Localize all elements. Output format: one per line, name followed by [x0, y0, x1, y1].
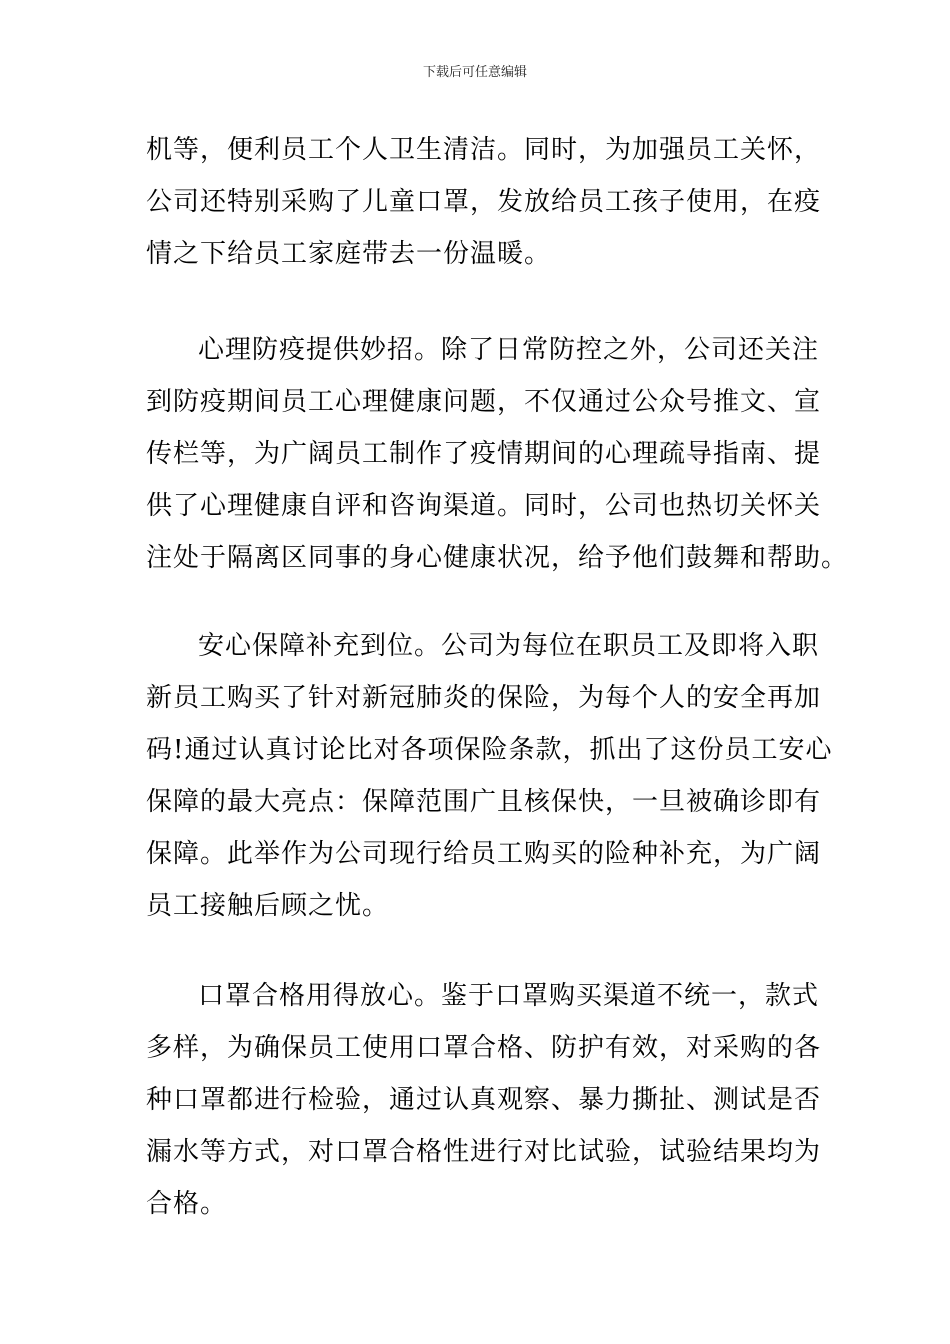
paragraph-insurance	[146, 620, 833, 932]
text-line: 情之下给员工家庭带去一份温暖。	[146, 239, 552, 269]
page-header: 下载后可任意编辑	[422, 65, 527, 80]
text-line: 到防疫期间员工心理健康问题，不仅通过公众号推文、宣	[146, 387, 822, 417]
text-line: 安心保障补充到位。公司为每位在职员工及即将入职	[198, 631, 820, 661]
text-line: 口罩合格用得放心。鉴于口罩购买渠道不统一，款式	[198, 981, 820, 1011]
text-line: 合格。	[146, 1189, 228, 1219]
text-line: 公司还特别采购了儿童口罩，发放给员工孩子使用，在疫	[146, 187, 822, 217]
paragraph-mental-health	[146, 324, 849, 584]
text-line: 机等，便利员工个人卫生清洁。同时，为加强员工关怀，	[146, 135, 822, 165]
text-line: 注处于隔离区同事的身心健康状况，给予他们鼓舞和帮助。	[146, 543, 849, 573]
text-line: 保障的最大亮点：保障范围广且核保快，一旦被确诊即有	[146, 787, 822, 817]
text-line: 种口罩都进行检验，通过认真观察、暴力撕扯、测试是否	[146, 1085, 822, 1115]
text-line: 保障。此举作为公司现行给员工购买的险种补充，为广阔	[146, 839, 822, 869]
text-line: 心理防疫提供妙招。除了日常防控之外，公司还关注	[198, 335, 820, 365]
text-line: 员工接触后顾之忧。	[146, 891, 390, 921]
text-line: 新员工购买了针对新冠肺炎的保险，为每个人的安全再加	[146, 683, 822, 713]
text-line: 多样，为确保员工使用口罩合格、防护有效，对采购的各	[146, 1033, 822, 1063]
paragraph-hygiene	[146, 124, 822, 280]
text-line: 漏水等方式，对口罩合格性进行对比试验，试验结果均为	[146, 1137, 822, 1167]
paragraph-masks	[146, 970, 822, 1230]
text-line: 码!通过认真讨论比对各项保险条款，抓出了这份员工安心	[146, 735, 833, 765]
text-line: 传栏等，为广阔员工制作了疫情期间的心理疏导指南、提	[146, 439, 822, 469]
text-line: 供了心理健康自评和咨询渠道。同时，公司也热切关怀关	[146, 491, 822, 521]
